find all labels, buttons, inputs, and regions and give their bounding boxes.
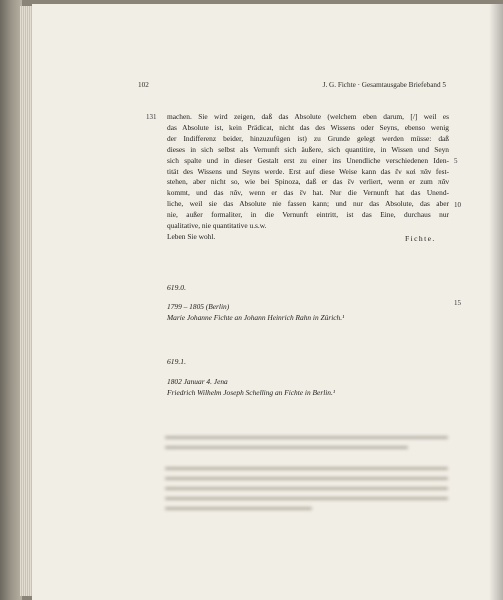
- body-line: dieses in sich selbst als Vernunft sich äußere, sich quantitire, in Wissen und Seyn: [167, 144, 449, 154]
- body-line: stehen, aber nicht so, wie bei Spinoza, daß er das ἓν verliert, wenn er zum πᾶν: [167, 177, 449, 187]
- body-line: machen. Sie wird zeigen, daß das Absolute (welchem eben darum, [/] weil es: [167, 112, 449, 121]
- entry-number: 619.0.: [167, 283, 186, 292]
- signature: Fichte.: [405, 234, 436, 243]
- page-number: 102: [138, 81, 149, 89]
- body-line: qualitative, nie quantitative u.s.w.: [167, 221, 267, 231]
- running-header: [138, 81, 446, 95]
- entry-date-line: 1799 – 1805 (Berlin): [167, 302, 230, 311]
- body-line: der Indifferenz beider, hinzuzufügen ist) zu Grunde gelegt werden müsse: daß: [167, 133, 449, 143]
- body-line: nie, außer formaliter, in die Vernunft eintritt, ist das Eine, durchaus nur: [167, 210, 449, 220]
- body-line: Leben Sie wohl.: [167, 231, 216, 241]
- book-binding: [0, 0, 22, 600]
- body-line: liche, weil sie das Absolute nie fassen kann; und nur das Absolute, das aber: [167, 199, 449, 209]
- entry-date-line: 1802 Januar 4. Jena: [167, 377, 228, 386]
- line-number-5: 5: [454, 157, 458, 165]
- letter-body: [167, 112, 449, 243]
- running-title: J. G. Fichte · Gesamtausgabe Briefeband 5: [322, 81, 446, 89]
- entry-title-line: Friedrich Wilhelm Joseph Schelling an Fichte in Berlin.¹: [167, 388, 336, 397]
- body-line: sich spalte und in dieser Gestalt erst zu einer ins Unendliche verschiedenen Iden-: [167, 155, 449, 165]
- body-line: das Absolute ist, kein Prädicat, nicht das des Wissens oder Seyns, ebenso wenig: [167, 122, 449, 132]
- page-gutter-shadow: [489, 4, 503, 600]
- body-line: kommt, und das πᾶν, wenn er das ἓν hat. Nur die Vernunft hat das Unend-: [167, 188, 449, 198]
- entry-number: 619.1.: [167, 357, 186, 366]
- entry-title-line: Marie Johanne Fichte an Johann Heinrich Rahn in Zürich.¹: [167, 313, 345, 322]
- blurred-footnote-2: [165, 467, 448, 517]
- line-number-15: 15: [454, 299, 461, 307]
- line-number-start: 131: [146, 113, 157, 121]
- blurred-footnote-1: [165, 436, 448, 456]
- line-number-10: 10: [454, 201, 461, 209]
- body-line: tität des Wissens und Seyns werde. Erst auf diese Weise kann das ἓν καὶ πᾶν fest-: [167, 166, 449, 176]
